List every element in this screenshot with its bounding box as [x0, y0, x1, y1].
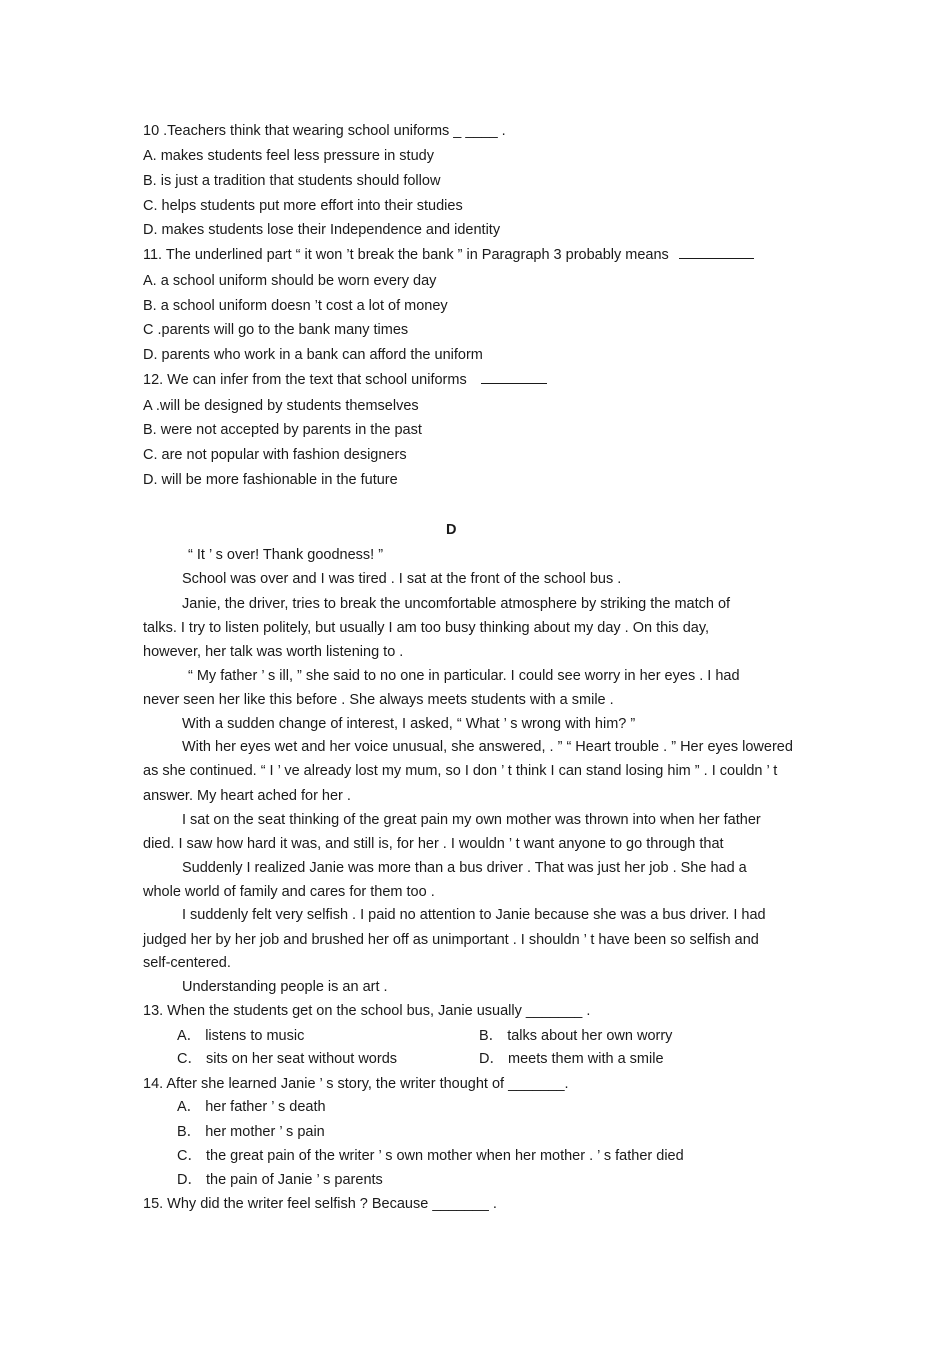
passage-line: School was over and I was tired . I sat at the front of the school bus . — [182, 571, 622, 587]
question-12-option-d: D. will be more fashionable in the future — [143, 472, 398, 488]
question-12-option-c: C. are not popular with fashion designers — [143, 447, 407, 463]
passage-line: I sat on the seat thinking of the great pain my own mother was thrown into when her father — [182, 812, 761, 828]
passage-line: Janie, the driver, tries to break the uncomfortable atmosphere by striking the match of — [182, 596, 731, 612]
question-13-stem: 13. When the students get on the school bus, Janie usually _______ . — [143, 1003, 591, 1019]
passage-line: Understanding people is an art . — [182, 979, 388, 995]
question-11-option-a: A. a school uniform should be worn every day — [143, 273, 437, 289]
question-14-option-b: B． her mother ’ s pain — [177, 1124, 325, 1140]
question-14-option-d: D． the pain of Janie ’ s parents — [177, 1172, 383, 1188]
passage-line: “ It ’ s over! Thank goodness! ” — [188, 547, 384, 563]
question-13-option-d: D． meets them with a smile — [479, 1051, 664, 1067]
passage-line: answer. My heart ached for her . — [143, 788, 351, 804]
question-14-stem: 14. After she learned Janie ’ s story, the writer thought of _______. — [143, 1076, 569, 1092]
question-11-option-d: D. parents who work in a bank can afford the uniform — [143, 347, 483, 363]
question-11-option-c: C .parents will go to the bank many times — [143, 322, 409, 338]
section-d-heading: D — [446, 522, 457, 538]
question-13-option-b: B． talks about her own worry — [479, 1028, 673, 1044]
answer-blank — [481, 371, 547, 384]
question-13-option-c: C． sits on her seat without words — [177, 1051, 398, 1067]
question-12-option-b: B. were not accepted by parents in the past — [143, 422, 422, 438]
passage-line: died. I saw how hard it was, and still is, for her . I wouldn ’ t want anyone to go through that — [143, 836, 724, 852]
passage-line: I suddenly felt very selfish . I paid no attention to Janie because she was a bus driver. I had — [182, 907, 766, 923]
question-10-option-b: B. is just a tradition that students should follow — [143, 173, 441, 189]
question-10-option-d: D. makes students lose their Independence and identity — [143, 222, 501, 238]
question-14-option-a: A． her father ’ s death — [177, 1099, 326, 1115]
passage-line: as she continued. “ I ’ ve already lost my mum, so I don ’ t think I can stand losing him ” . I couldn ’ t — [143, 763, 778, 779]
question-13-option-a: A． listens to music — [177, 1028, 305, 1044]
question-10-stem: 10 .Teachers think that wearing school uniforms _ ____ . — [143, 123, 506, 139]
passage-line: however, her talk was worth listening to . — [143, 644, 404, 660]
passage-line: never seen her like this before . She always meets students with a smile . — [143, 692, 614, 708]
passage-line: whole world of family and cares for them too . — [143, 884, 435, 900]
question-12-option-a: A .will be designed by students themselves — [143, 398, 419, 414]
question-15-stem: 15. Why did the writer feel selfish ? Because _______ . — [143, 1196, 497, 1212]
passage-line: self-centered. — [143, 955, 231, 971]
question-11-stem: 11. The underlined part “ it won ’t break the bank ” in Paragraph 3 probably means — [143, 247, 669, 263]
passage-line: With a sudden change of interest, I asked, “ What ’ s wrong with him? ” — [182, 716, 636, 732]
question-10-option-a: A. makes students feel less pressure in study — [143, 148, 434, 164]
question-14-option-c: C． the great pain of the writer ’ s own mother when her mother . ’ s father died — [177, 1148, 684, 1164]
question-12-stem: 12. We can infer from the text that school uniforms — [143, 372, 467, 388]
passage-line: Suddenly I realized Janie was more than a bus driver . That was just her job . She had a — [182, 860, 747, 876]
question-12-line — [143, 371, 547, 389]
question-11-line — [143, 246, 754, 264]
passage-line: “ My father ’ s ill, ” she said to no one in particular. I could see worry in her eyes . I had — [188, 668, 740, 684]
passage-line: talks. I try to listen politely, but usually I am too busy thinking about my day . On this day, — [143, 620, 710, 636]
passage-line: judged her by her job and brushed her off as unimportant . I shouldn ’ t have been so selfish and — [143, 932, 759, 948]
answer-blank — [679, 246, 754, 259]
question-10-option-c: C. helps students put more effort into their studies — [143, 198, 463, 214]
passage-line: With her eyes wet and her voice unusual, she answered, . ” “ Heart trouble . ” Her eyes lowered — [182, 739, 793, 755]
question-11-option-b: B. a school uniform doesn ’t cost a lot of money — [143, 298, 448, 314]
